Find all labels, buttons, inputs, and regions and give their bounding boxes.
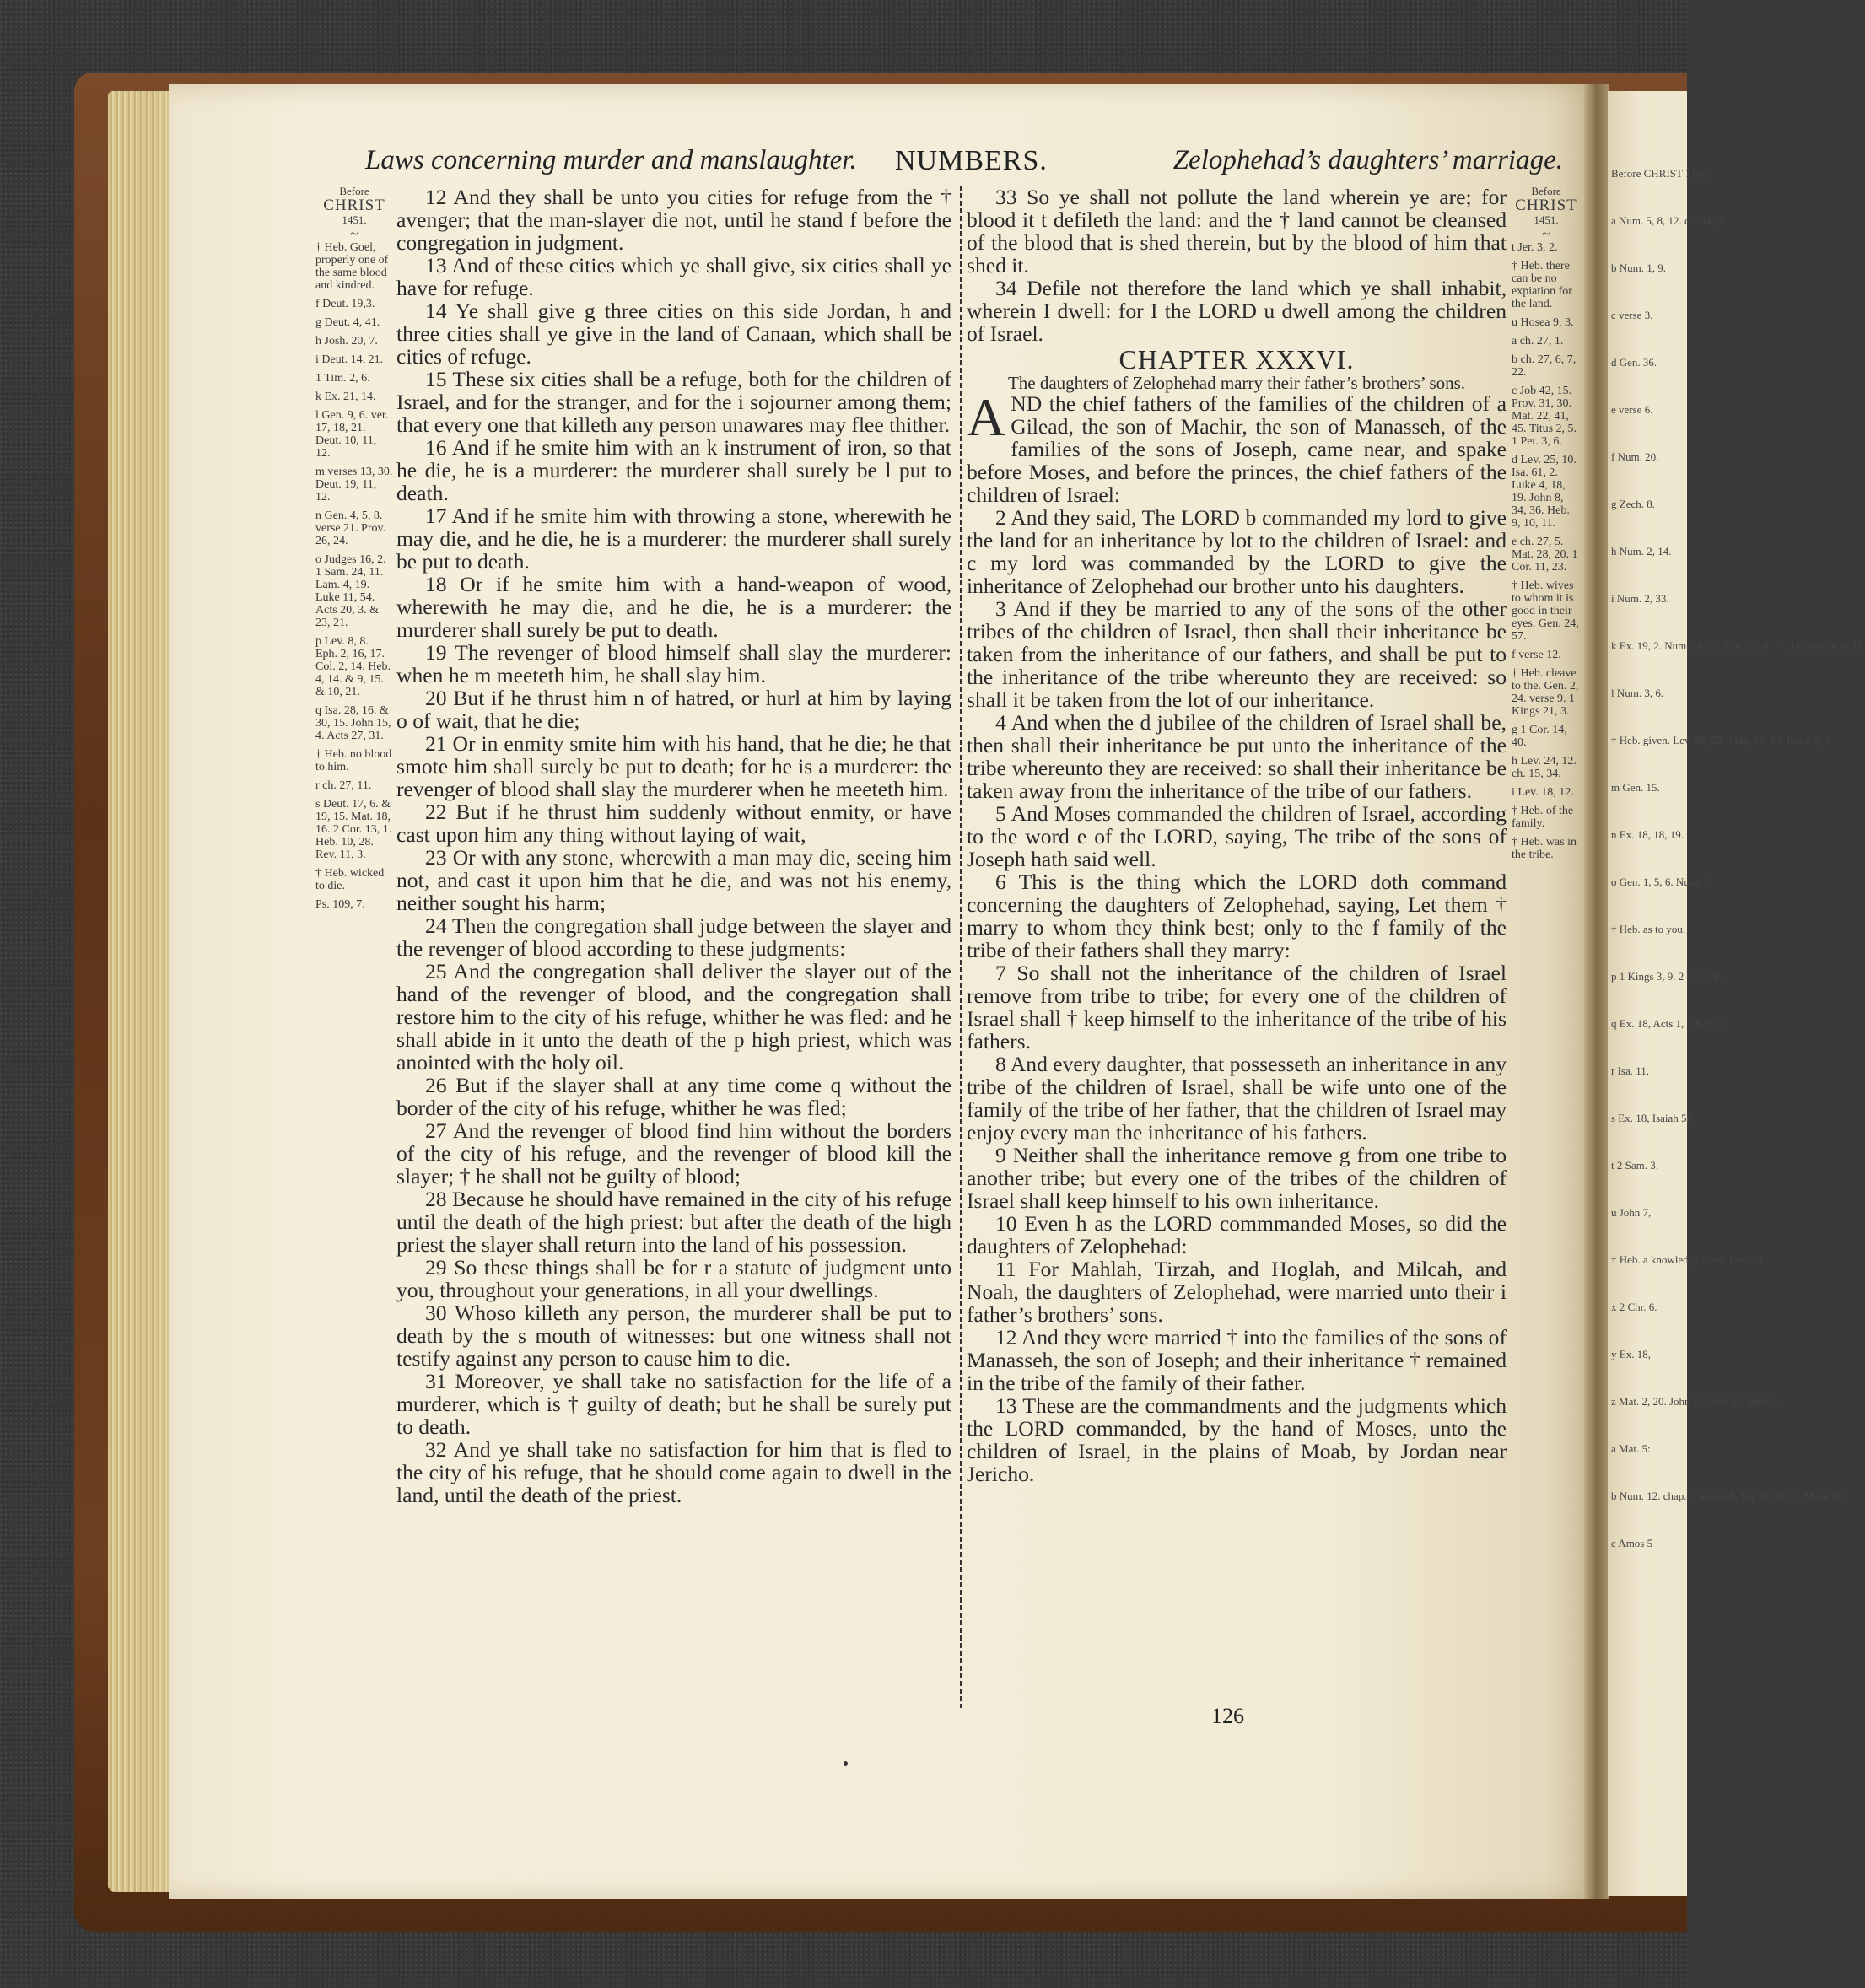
right-text-column (967, 186, 1507, 1485)
verses-before-chapter (967, 186, 1507, 345)
header-right: Zelophehad’s daughters’ marriage. (1172, 145, 1563, 175)
margin-note: r ch. 27, 11. (315, 779, 372, 792)
verse: 15 These six cities shall be a refuge, both for the children of Israel, and for the stranger, and for the i sojourner among them; that every one that killeth any person unawares may flee thither. (396, 367, 951, 437)
verse: 31 Moreover, ye shall take no satisfaction for the life of a murderer, which is † guilty of death; but he shall be surely put to death. (396, 1369, 951, 1439)
verse: 4 And when the d jubilee of the children of Israel shall be, then shall their inheritance be put unto the inheritance of the tribe whereunto they are received: so shall their inheritance be taken away from the inheritance of the tribe of our fathers. (967, 710, 1507, 803)
verse: 22 But if he thrust him suddenly without enmity, or have cast upon him any thing without laying of wait, (396, 800, 951, 847)
era-before-right: Before (1531, 185, 1561, 197)
margin-note: 1 Tim. 2, 6. (315, 372, 370, 385)
verse: 23 Or with any stone, wherewith a man may die, seeing him not, and cast it upon him that he die, and was not his enemy, neither sought his harm; (396, 845, 951, 915)
verse: 24 Then the congregation shall judge between the slayer and the revenger of blood according to these judgments: (396, 913, 951, 961)
margin-note: i Lev. 18, 12. (1512, 786, 1574, 799)
verse: 21 Or in enmity smite him with his hand, that he die; he that smote him shall surely be put to death; for he is a murderer: the revenger of blood shall slay the murderer when he meeteth him. (396, 731, 951, 801)
right-notes-list (1512, 241, 1581, 861)
next-page-margin-notes (1611, 167, 1865, 1584)
verse: 13 These are the commandments and the judgments which the LORD commanded, by the hand of Moses, unto the children of Israel, in the plains of Moab, by Jordan near Jericho. (967, 1393, 1507, 1486)
next-page-note: a Mat. 5: (1611, 1442, 1651, 1455)
book-gutter (1584, 84, 1609, 1899)
verse: 17 And if he smite him with throwing a stone, wherewith he may die, and he die, he is a murderer: the murderer shall surely be put to death. (396, 504, 951, 574)
next-page-note: † Heb. as to you. (1611, 923, 1686, 935)
page-number: 126 (1211, 1704, 1244, 1728)
margin-note: † Heb. of the family. (1512, 805, 1574, 830)
first-verse-text: ND the chief fathers of the families of the children of a Gilead, the son of Machir, the son of Manasseh, of the families of the sons of Joseph, came near, and spake before Moses, and before the princes, the chief fathers of the children of Israel: (967, 391, 1507, 507)
era-year-right: 1451. (1534, 213, 1559, 226)
era-christ-right: CHRIST (1515, 197, 1577, 214)
era-christ: CHRIST (323, 197, 385, 214)
margin-note: q Isa. 28, 16. & 30, 15. John 15, 4. Acts 27, 31. (315, 704, 391, 742)
next-page-note: † Heb. a knowledge faces. Lev. 19, (1611, 1253, 1765, 1266)
next-page-note: o Gen. 1, 5, 6. Num. 1, (1611, 875, 1712, 888)
margin-note: e ch. 27, 5. Mat. 28, 20. 1 Cor. 11, 23. (1512, 536, 1578, 574)
chapter-summary: The daughters of Zelophehad marry their father’s brothers’ sons. (1007, 373, 1466, 393)
drop-cap: A (967, 387, 1006, 447)
next-page-note: c verse 3. (1611, 309, 1653, 321)
next-page-note: q Ex. 18, Acts 1, 1 & 6, 3. (1611, 1017, 1726, 1030)
verse: 19 The revenger of blood himself shall slay the murderer: when he m meeteth him, he shall slay him. (396, 640, 951, 687)
margin-note: f Deut. 19,3. (315, 298, 375, 310)
verse: 12 And they shall be unto you cities for refuge from the † avenger; that the man-slayer die not, until he stand f before the congregation in judgment. (396, 185, 951, 255)
chapter-verses (967, 506, 1507, 1485)
margin-note: p Lev. 8, 8. Eph. 2, 16, 17. Col. 2, 14. Heb. 4, 14. & 9, 15. & 10, 21. (315, 635, 391, 698)
margin-note: g 1 Cor. 14, 40. (1512, 724, 1567, 749)
header-book-title: NUMBERS. (895, 145, 1048, 176)
right-margin-references (1512, 186, 1581, 867)
next-page-note: Before CHRIST 1490. (1611, 167, 1711, 180)
ornament-swirl-right: ~ (1542, 225, 1550, 242)
margin-note: a ch. 27, 1. (1512, 335, 1564, 347)
margin-note: † Heb. Goel, properly one of the same blood and kindred. (315, 241, 389, 292)
verse: 2 And they said, The LORD b commanded my lord to give the land for an inheritance by lot to the children of Israel: and c my lord was commanded by the LORD to give the inheritance of Zelophehad our brother unto his daughters. (967, 505, 1507, 598)
next-page-edge (1608, 91, 1865, 1896)
verse: 5 And Moses commanded the children of Israel, according to the word e of the LORD, saying, The tribe of the sons of Joseph hath said well. (967, 801, 1507, 871)
verse: 3 And if they be married to any of the sons of the other tribes of the children of Israel, then shall their inheritance be taken from the inheritance of our fathers, and shall be put to the inheritance of the tribe whereunto they are received: so shall it be taken from the lot of our inheritance. (967, 596, 1507, 712)
next-page-note: s Ex. 18, Isaiah 58. (1611, 1112, 1695, 1124)
next-page-note: g Zech. 8. (1611, 498, 1655, 510)
margin-note: k Ex. 21, 14. (315, 391, 376, 403)
next-page-note: e verse 6. (1611, 403, 1653, 416)
verse: 9 Neither shall the inheritance remove g from one tribe to another tribe; but every one of the tribes of the children of Israel shall keep himself to his own inheritance. (967, 1143, 1507, 1213)
verse: 32 And ye shall take no satisfaction for him that is fled to the city of his refuge, that he should come again to dwell in the land, until the death of the priest. (396, 1437, 951, 1507)
next-page-note: a Num. 5, 8, 12. ch. 34, 5. (1611, 214, 1726, 227)
next-page-note: u John 7, (1611, 1206, 1652, 1219)
verse: 10 Even h as the LORD commmanded Moses, so did the daughters of Zelophehad: (967, 1211, 1507, 1258)
next-page-note: f Num. 20. (1611, 450, 1659, 463)
verse: 30 Whoso killeth any person, the murderer shall be put to death by the s mouth of witnesses: but one witness shall not testify against any person to cause him to die. (396, 1301, 951, 1371)
next-page-note: n Ex. 18, 18, 19. (1611, 828, 1684, 841)
ornament-swirl: ~ (350, 225, 358, 242)
next-page-note: b Num. 12. chap. 3, Psalm 6, Isa. 40, Jer. 3, Mark 10, (1611, 1490, 1845, 1502)
next-page-note: h Num. 2, 14. (1611, 545, 1672, 558)
era-year: 1451. (342, 213, 367, 226)
margin-note: c Job 42, 15. Prov. 31, 30. Mat. 22, 41, 45. Titus 2, 5. 1 Pet. 3, 6. (1512, 385, 1577, 448)
margin-note: † Heb. wicked to die. (315, 867, 385, 892)
header-left: Laws concerning murder and manslaughter. (365, 145, 857, 175)
next-page-note: p 1 Kings 3, 9. 2 Cor. 28. (1611, 970, 1722, 983)
margin-note: o Judges 16, 2. 1 Sam. 24, 11. Lam. 4, 19. Luke 11, 54. Acts 20, 3. & 23, 21. (315, 553, 386, 629)
margin-note: t Jer. 3, 2. (1512, 241, 1558, 254)
chapter-title: CHAPTER XXXVI. (1118, 344, 1355, 374)
margin-note: b ch. 27, 6, 7, 22. (1512, 353, 1577, 379)
verse: 6 This is the thing which the LORD doth command concerning the daughters of Zelophehad, saying, Let them † marry to whom they think best; only to the f family of the tribe of their fathers shall they marry: (967, 870, 1507, 962)
verse: 26 But if the slayer shall at any time come q without the border of the city of his refuge, whither he was fled; (396, 1073, 951, 1120)
margin-note: † Heb. cleave to the. Gen. 2, 24. verse 9. 1 Kings 21, 3. (1512, 667, 1579, 718)
margin-note: † Heb. wives to whom it is good in their eyes. Gen. 24, 57. (1512, 579, 1579, 643)
margin-note: s Deut. 17, 6. & 19, 15. Mat. 18, 16. 2 Cor. 13, 1. Heb. 10, 28. Rev. 11, 3. (315, 798, 392, 861)
ink-dot (844, 1761, 848, 1766)
next-page-note: t 2 Sam. 3. (1611, 1159, 1658, 1172)
verse: 16 And if he smite him with an k instrument of iron, so that he die, he is a murderer: the murderer shall surely be l put to death. (396, 435, 951, 505)
next-page-note: y Ex. 18, (1611, 1348, 1651, 1360)
margin-note: † Heb. no blood to him. (315, 748, 392, 773)
margin-note: u Hosea 9, 3. (1512, 316, 1574, 329)
next-page-note: z Mat. 2, 20. John 15, Acts 20, Heb. 3, (1611, 1395, 1781, 1408)
margin-note: h Josh. 20, 7. (315, 335, 378, 347)
margin-note: m verses 13, 30. Deut. 19, 11, 12. (315, 466, 393, 504)
margin-note: † Heb. there can be no expiation for the land. (1512, 260, 1572, 310)
verse: 33 So ye shall not pollute the land wherein ye are; for blood it t defileth the land: and the † land cannot be cleansed of the blood that is shed therein, but by the blood of him that shed it. (967, 185, 1507, 277)
next-page-note: x 2 Chr. 6. (1611, 1301, 1657, 1313)
next-page-note: l Num. 3, 6. (1611, 687, 1664, 699)
verse: 8 And every daughter, that possesseth an inheritance in any tribe of the children of Israel, shall be wife unto one of the family of the tribe of her father, that the children of Israel may enjoy every man the inheritance of his fathers. (967, 1052, 1507, 1145)
verse: 25 And the congregation shall deliver the slayer out of the hand of the revenger of blood, and the congregation shall restore him to the city of his refuge, whither he was fled: and he shall abide in it unto the death of the p high priest, which was anointed with the holy oil. (396, 959, 951, 1075)
verse: 12 And they were married † into the families of the sons of Manasseh, the son of Joseph; and their inheritance † remained in the tribe of the family of their father. (967, 1325, 1507, 1395)
verse: 29 So these things shall be for r a statute of judgment unto you, throughout your generations, in all your dwellings. (396, 1255, 951, 1302)
next-page-note: d Gen. 36. (1611, 356, 1657, 369)
next-page-note: m Gen. 15. (1611, 781, 1660, 794)
verse: 27 And the revenger of blood find him without the borders of the city of his refuge, and the revenger of blood kill the slayer; † he shall not be guilty of blood; (396, 1118, 951, 1188)
left-notes-list (315, 241, 393, 911)
margin-note: d Lev. 25, 10. Isa. 61, 2. Luke 4, 18, 19. John 8, 34, 36. Heb. 9, 10, 11. (1512, 454, 1577, 530)
verse: 18 Or if he smite him with a hand-weapon of wood, wherewith he may die, and he die, he is a murderer: the murderer shall surely be put to death. (396, 572, 951, 642)
verse: 7 So shall not the inheritance of the children of Israel remove from tribe to tribe; for every one of the children of Israel shall † keep himself to the inheritance of the tribe of his fathers. (967, 961, 1507, 1053)
verse: 20 But if he thrust him n of hatred, or hurl at him by laying o of wait, that he die; (396, 686, 951, 733)
first-verse (967, 387, 1507, 507)
margin-note: g Deut. 4, 41. (315, 316, 380, 329)
era-before: Before (339, 185, 369, 197)
margin-note: Ps. 109, 7. (315, 898, 365, 911)
left-margin-references (315, 186, 393, 917)
verse: 34 Defile not therefore the land which ye shall inhabit, wherein I dwell: for I the LORD u dwell among the children of Israel. (967, 276, 1507, 346)
margin-note: l Gen. 9, 6. ver. 17, 18, 21. Deut. 10, 11, 12. (315, 409, 389, 460)
margin-note: i Deut. 14, 21. (315, 353, 384, 366)
margin-note: f verse 12. (1512, 649, 1561, 661)
margin-note: † Heb. was in the tribe. (1512, 836, 1577, 861)
margin-note: n Gen. 4, 5, 8. verse 21. Prov. 26, 24. (315, 509, 386, 547)
margin-note: h Lev. 24, 12. ch. 15, 34. (1512, 755, 1577, 780)
left-text-column (396, 186, 951, 1506)
next-page-note: r Isa. 11, (1611, 1064, 1650, 1077)
next-page-note: c Amos 5 (1611, 1537, 1653, 1549)
next-page-note: b Num. 1, 9. (1611, 261, 1666, 274)
verse: 13 And of these cities which ye shall give, six cities shall ye have for refuge. (396, 253, 951, 300)
verse: 11 For Mahlah, Tirzah, and Hoglah, and Milcah, and Noah, the daughters of Zelophehad, were married unto their i father’s brothers’ sons. (967, 1257, 1507, 1327)
next-page-note: i Num. 2, 33. (1611, 592, 1669, 605)
verse: 14 Ye shall give g three cities on this side Jordan, h and three cities shall ye give in the land of Canaan, which shall be cities of refuge. (396, 299, 951, 369)
next-page-note: k Ex. 19, 2. Num. 10, 12. Gal. 3, 10. 17, 18. Heb. 4, 6. 11. (1611, 639, 1865, 652)
next-page-note: † Heb. given. Lev. 25, 23. Judg. 11. 23. Rom. 6, 2. (1611, 734, 1833, 746)
running-header (365, 145, 1563, 182)
verse: 28 Because he should have remained in the city of his refuge until the death of the high priest: but after the death of the high priest the slayer shall return into the land of his possession. (396, 1187, 951, 1257)
